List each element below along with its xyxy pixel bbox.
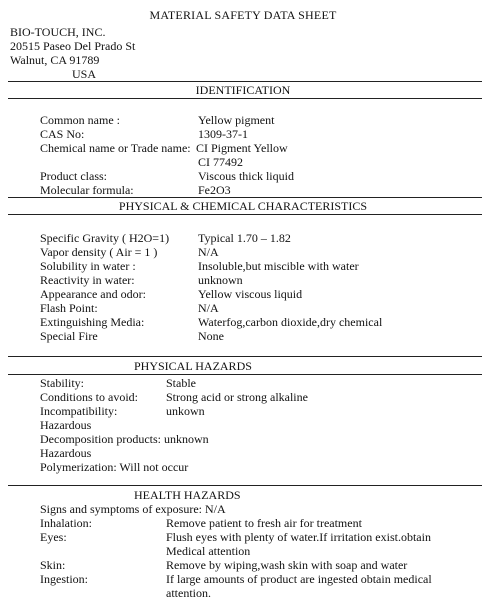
specific-gravity-value: Typical 1.70 – 1.82 [198, 231, 291, 245]
cas-no-label: CAS No: [40, 127, 85, 141]
company-country: USA [72, 67, 97, 81]
flash-point-label: Flash Point: [40, 301, 98, 315]
cas-no-value: 1309-37-1 [198, 127, 248, 141]
vapor-density-label: Vapor density ( Air = 1 ) [40, 245, 158, 259]
incompatibility-label: Incompatibility: [40, 404, 118, 418]
specific-gravity-label: Specific Gravity ( H2O=1) [40, 231, 170, 245]
polymerization-text: Polymerization: Will not occur [40, 460, 189, 474]
divider [8, 214, 482, 215]
hazardous-label: Hazardous [40, 418, 92, 432]
eyes-value: Flush eyes with plenty of water.If irritation exist.obtain [166, 530, 431, 544]
product-class-value: Viscous thick liquid [198, 169, 294, 183]
reactivity-value: unknown [198, 273, 243, 287]
divider [8, 374, 482, 375]
physical-chemical-heading: PHYSICAL & CHEMICAL CHARACTERISTICS [118, 199, 368, 213]
molecular-formula-value: Fe2O3 [198, 183, 231, 197]
conditions-to-avoid-label: Conditions to avoid: [40, 390, 139, 404]
divider [8, 197, 482, 198]
signs-symptoms-text: Signs and symptoms of exposure: N/A [40, 502, 226, 516]
special-fire-value: None [198, 329, 224, 343]
product-class-label: Product class: [40, 169, 107, 183]
incompatibility-value: unkown [166, 404, 205, 418]
vapor-density-value: N/A [198, 245, 219, 259]
health-hazards-heading: HEALTH HAZARDS [134, 488, 241, 502]
molecular-formula-label: Molecular formula: [40, 183, 134, 197]
extinguishing-media-value: Waterfog,carbon dioxide,dry chemical [198, 315, 383, 329]
inhalation-value: Remove patient to fresh air for treatment [166, 516, 362, 530]
divider [8, 485, 482, 486]
common-name-value: Yellow pigment [198, 113, 275, 127]
extinguishing-media-label: Extinguishing Media: [40, 315, 145, 329]
eyes-label: Eyes: [40, 530, 67, 544]
reactivity-label: Reactivity in water: [40, 273, 135, 287]
appearance-value: Yellow viscous liquid [198, 287, 303, 301]
eyes-value-line2: Medical attention [166, 544, 251, 558]
solubility-label: Solubility in water : [40, 259, 136, 273]
document-title: MATERIAL SAFETY DATA SHEET [149, 8, 337, 22]
identification-heading: IDENTIFICATION [195, 83, 291, 97]
ingestion-value-line2: attention. [166, 586, 211, 600]
stability-label: Stability: [40, 376, 85, 390]
inhalation-label: Inhalation: [40, 516, 92, 530]
decomposition-products-text: Decomposition products: unknown [40, 432, 209, 446]
chemical-name-value: CI Pigment Yellow [196, 141, 288, 155]
divider [8, 356, 482, 357]
common-name-label: Common name : [40, 113, 120, 127]
skin-value: Remove by wiping,wash skin with soap and water [166, 558, 408, 572]
chemical-name-value-line2: CI 77492 [198, 155, 243, 169]
ingestion-value: If large amounts of product are ingested obtain medical [166, 572, 432, 586]
conditions-to-avoid-value: Strong acid or strong alkaline [166, 390, 308, 404]
ingestion-label: Ingestion: [40, 572, 88, 586]
chemical-name-label: Chemical name or Trade name: [40, 141, 191, 155]
stability-value: Stable [166, 376, 196, 390]
company-name: BIO-TOUCH, INC. [10, 25, 106, 39]
physical-hazards-heading: PHYSICAL HAZARDS [134, 359, 252, 373]
appearance-label: Appearance and odor: [40, 287, 146, 301]
special-fire-label: Special Fire [40, 329, 98, 343]
company-address-line2: Walnut, CA 91789 [10, 53, 100, 67]
hazardous-label: Hazardous [40, 446, 92, 460]
skin-label: Skin: [40, 558, 66, 572]
divider [8, 81, 482, 82]
company-address-line1: 20515 Paseo Del Prado St [10, 39, 136, 53]
solubility-value: Insoluble,but miscible with water [198, 259, 359, 273]
flash-point-value: N/A [198, 301, 219, 315]
divider [8, 98, 482, 99]
